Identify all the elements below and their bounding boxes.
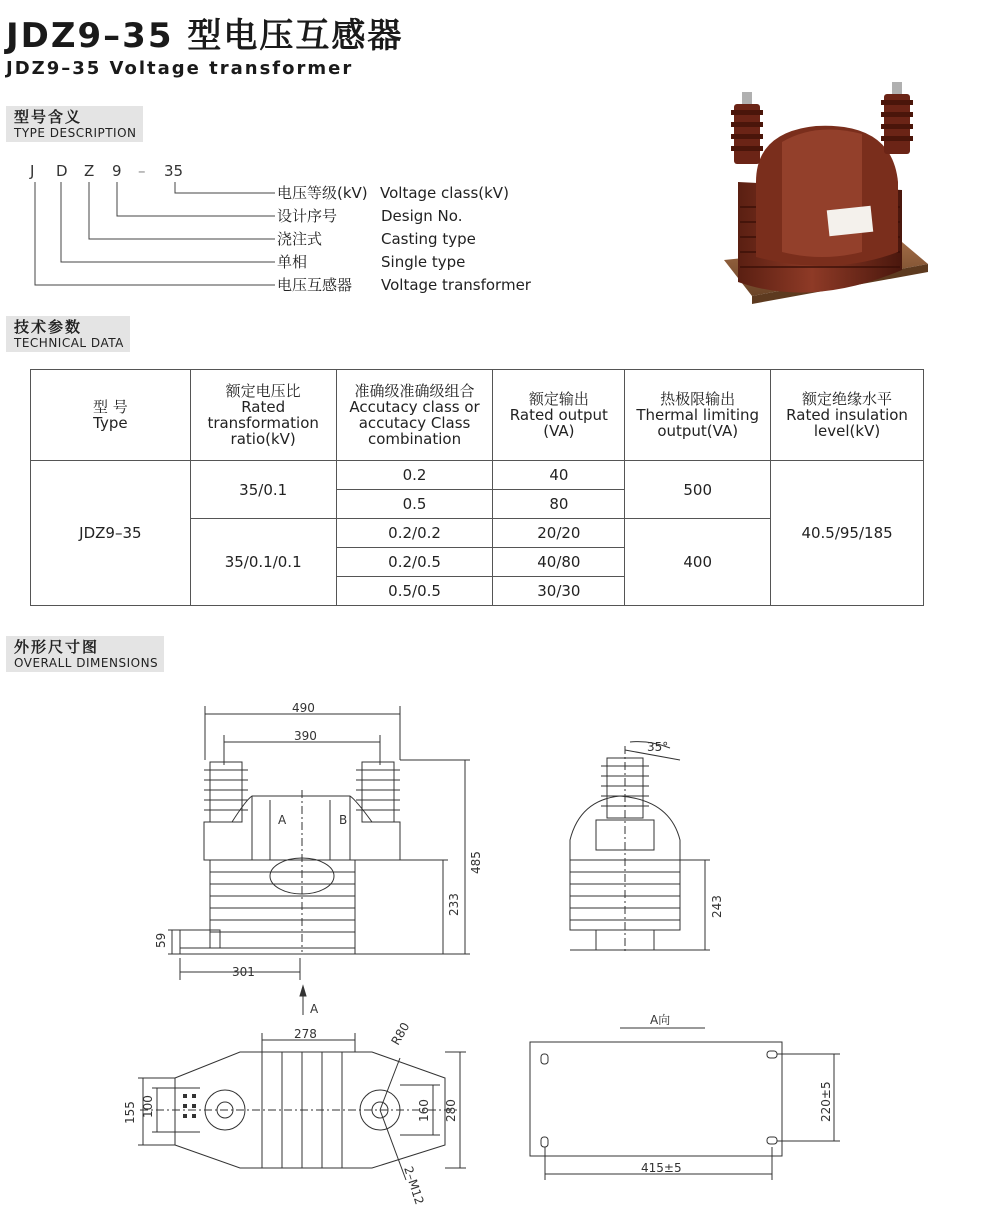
- dim-59: 59: [154, 932, 168, 948]
- dim-220: 220±5: [819, 1081, 833, 1122]
- dim-angle: 35°: [647, 740, 669, 754]
- label-a: A: [278, 813, 287, 827]
- section-heading-en: TECHNICAL DATA: [14, 336, 124, 350]
- cell-thermal-2: 400: [625, 519, 771, 606]
- legend-en-single: Single type: [381, 253, 466, 271]
- terminal-marks: [183, 1094, 196, 1118]
- cell-type: JDZ9–35: [31, 461, 191, 606]
- dimension-drawings: [0, 690, 990, 1229]
- section-type-description: [6, 106, 143, 142]
- dim-390: 390: [294, 729, 317, 743]
- dim-278: 278: [294, 1027, 317, 1041]
- dim-155: 155: [123, 1101, 137, 1124]
- cell-ratio-2: 35/0.1/0.1: [190, 519, 336, 606]
- legend-cn-design-no: 设计序号: [277, 207, 338, 225]
- cell-accuracy: 0.2: [336, 461, 493, 490]
- table-header-row: [31, 370, 924, 461]
- cell-accuracy: 0.5: [336, 490, 493, 519]
- dim-490: 490: [292, 701, 315, 715]
- cell-output: 30/30: [493, 577, 625, 606]
- header-thermal: 热极限输出 Thermal limiting output(VA): [625, 370, 771, 461]
- page-title: JDZ9–35 型电压互感器: [6, 16, 404, 56]
- dim-243: 243: [710, 895, 724, 918]
- header-insulation: 额定绝缘水平 Rated insulation level(kV): [771, 370, 924, 461]
- legend-en-vt: Voltage transformer: [381, 276, 531, 294]
- cell-thermal-1: 500: [625, 461, 771, 519]
- dim-233: 233: [447, 893, 461, 916]
- section-heading-cn: 外形尺寸图: [14, 638, 100, 656]
- legend-cn-casting: 浇注式: [277, 230, 323, 248]
- dim-m12: 2–M12: [401, 1164, 427, 1207]
- code-letter-d: D: [56, 162, 68, 180]
- dim-100: 100: [141, 1095, 155, 1118]
- front-view: [168, 706, 470, 1015]
- technical-data-table: [30, 369, 924, 606]
- label-b: B: [339, 813, 348, 827]
- legend-cn-voltage-class: 电压等级(kV): [277, 184, 368, 202]
- legend-en-casting: Casting type: [381, 230, 476, 248]
- section-heading-en: OVERALL DIMENSIONS: [14, 656, 159, 670]
- cell-accuracy: 0.5/0.5: [336, 577, 493, 606]
- section-heading-cn: 技术参数: [14, 318, 83, 336]
- section-overall-dimensions: [6, 636, 164, 672]
- dim-301: 301: [232, 965, 255, 979]
- cell-insulation: 40.5/95/185: [771, 461, 924, 606]
- dim-485: 485: [469, 851, 483, 874]
- base-view: [530, 1028, 840, 1180]
- code-35: 35: [164, 162, 184, 180]
- product-photo: [712, 82, 934, 310]
- code-letter-j: J: [30, 162, 35, 180]
- header-accuracy: 准确级准确级组合 Accutacy class or accutacy Class combination: [336, 370, 493, 461]
- cell-ratio-1: 35/0.1: [190, 461, 336, 519]
- cell-accuracy: 0.2/0.5: [336, 548, 493, 577]
- legend-cn-single: 单相: [277, 253, 308, 271]
- dim-415: 415±5: [641, 1161, 682, 1175]
- legend-en-design-no: Design No.: [381, 207, 463, 225]
- dim-160: 160: [417, 1099, 431, 1122]
- cell-output: 40/80: [493, 548, 625, 577]
- cell-accuracy: 0.2/0.2: [336, 519, 493, 548]
- page-subtitle: JDZ9–35 Voltage transformer: [6, 58, 354, 79]
- section-technical-data: [6, 316, 130, 352]
- arrow-label-a: A: [310, 1002, 319, 1016]
- dim-r80: R80: [388, 1020, 413, 1048]
- header-type: 型 号 Type: [31, 370, 191, 461]
- section-heading-cn: 型号含义: [14, 108, 83, 126]
- legend-en-voltage-class: Voltage class(kV): [380, 184, 509, 202]
- legend-cn-vt: 电压互感器: [277, 276, 353, 294]
- header-output: 额定输出 Rated output (VA): [493, 370, 625, 461]
- cell-output: 40: [493, 461, 625, 490]
- header-ratio: 额定电压比 Rated transformation ratio(kV): [190, 370, 336, 461]
- section-heading-en: TYPE DESCRIPTION: [14, 126, 137, 140]
- code-dash: –: [138, 162, 146, 180]
- cell-output: 80: [493, 490, 625, 519]
- cell-output: 20/20: [493, 519, 625, 548]
- dim-280: 280: [444, 1099, 458, 1122]
- base-view-title: A向: [650, 1013, 671, 1027]
- side-view: [570, 742, 710, 952]
- code-letter-z: Z: [84, 162, 95, 180]
- type-code-diagram: [0, 150, 560, 300]
- table-row: [31, 461, 924, 490]
- code-letter-9: 9: [112, 162, 122, 180]
